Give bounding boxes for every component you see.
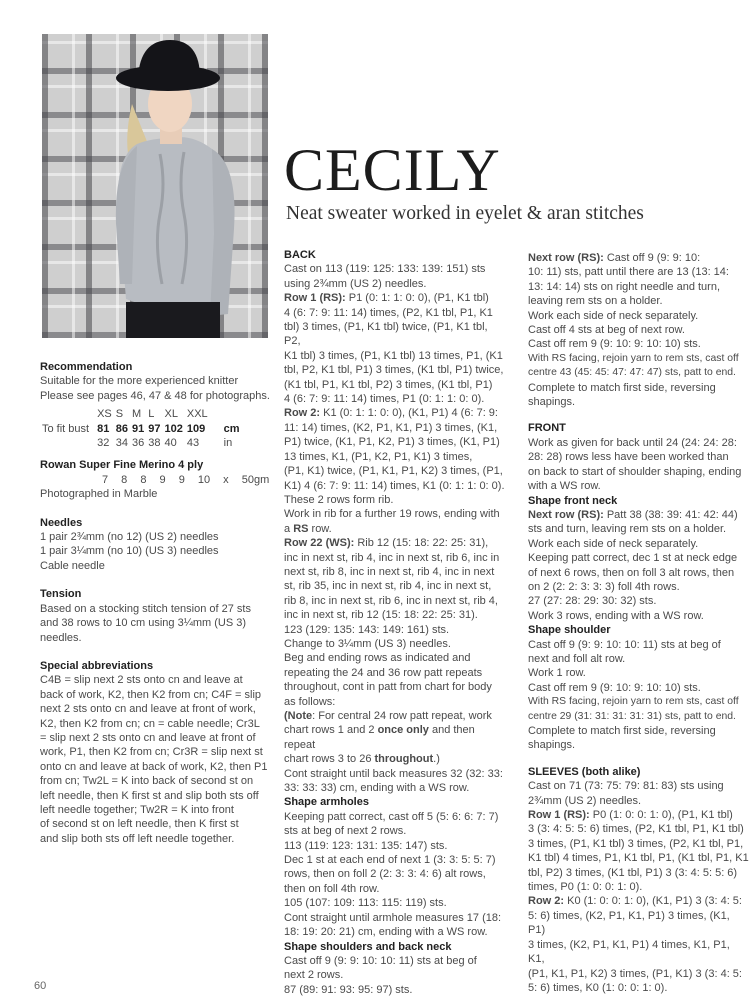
text-line: Beg and ending rows as indicated and — [284, 652, 471, 665]
abbreviation-line: from cn; Tw2L = K into back of second st on — [40, 775, 254, 788]
size-label: L — [148, 408, 155, 421]
text-line: Cast off rem 9 (9: 10: 9: 10: 10) sts. — [528, 338, 701, 351]
text-line: K1) 4 (6: 7: 9: 11: 14) times, K1 (0: 1: 1: 0: 0). — [284, 479, 505, 492]
shoulders-heading: Shape shoulders and back neck — [284, 940, 452, 953]
front-heading: FRONT — [528, 422, 566, 435]
yarn-photographed: Photographed in Marble — [40, 488, 158, 501]
text-line: 13 times, K1, (P1, K2, P1, K1) 3 times, — [284, 450, 473, 463]
text-line: Work 3 rows, ending with a WS row. — [528, 609, 704, 622]
fit-cm-value: 86 — [115, 422, 129, 435]
fit-cm-value: 97 — [148, 422, 161, 435]
text-line: rib 8, inc in next st, rib 6, inc in next st, rib 4, — [284, 594, 498, 607]
text-span: P0 (1: 0: 0: 1: 0), (P1, K1 tbl) — [589, 809, 733, 822]
text-line: Keeping patt correct, dec 1 st at neck edge — [528, 552, 738, 565]
text-span: Rib 12 (15: 18: 22: 25: 31), — [354, 537, 489, 550]
fit-in-value: 40 — [164, 437, 177, 450]
text-span: Cast off 9 (9: 9: 10: — [603, 252, 701, 264]
text-line: then on foll 4th row. — [284, 882, 380, 895]
needles-line: 1 pair 3¼mm (no 10) (US 3) needles — [40, 545, 219, 558]
text-line: tbl, P2, K1 tbl, P1) 3 times, (K1 tbl, P1) twice, — [284, 364, 504, 377]
rs-term: RS — [293, 522, 309, 535]
left-column — [40, 360, 272, 846]
sleeves-heading: SLEEVES (both alike) — [528, 765, 641, 778]
text-line: Work as given for back until 24 (24: 24: 28: — [528, 436, 737, 449]
size-labels-row — [40, 407, 242, 421]
text-line: sts at beg of next 2 rows. — [284, 825, 407, 838]
tension-heading: Tension — [40, 588, 82, 601]
fit-in-value: 43 — [186, 437, 200, 450]
middle-column — [284, 248, 506, 997]
abbreviation-line: K2, then K2 from cn; cn = cable needle; Cr3L — [40, 717, 260, 730]
text-line: Change to 3¼mm (US 3) needles. — [284, 637, 451, 650]
row-label: Row 1 (RS): — [528, 809, 590, 822]
size-label: XL — [164, 408, 178, 421]
text-line: 28: 28) rows less have been worked than — [528, 451, 729, 464]
text-span: chart rows 3 to 26 — [284, 753, 375, 766]
recommendation-line: Suitable for the more experienced knitter — [40, 375, 239, 388]
text-line: as follows: — [284, 695, 336, 708]
needles-heading: Needles — [40, 516, 83, 529]
text-line: K1 tbl) 3 times, (P1, K1 tbl) 13 times, P1, (K1 — [284, 349, 503, 362]
text-line: centre 29 (31: 31: 31: 31: 31) sts, patt to end. — [528, 710, 736, 722]
text-line: 27 (27: 28: 29: 30: 32) sts. — [528, 595, 657, 608]
text-line: Cast off rem 9 (9: 10: 9: 10: 10) sts. — [528, 681, 701, 694]
pattern-subtitle: Neat sweater worked in eyelet & aran stitches — [286, 203, 644, 224]
text-line: 2¾mm (US 2) needles. — [528, 794, 642, 807]
text-line: 4 (6: 7: 9: 11: 14) times, P1 (0: 1: 1: 0: 0). — [284, 393, 485, 406]
needles-line: 1 pair 2¾mm (no 12) (US 2) needles — [40, 531, 219, 544]
recommendation-line: Please see pages 46, 47 & 48 for photographs. — [40, 389, 270, 402]
text-line: 3 times, (P1, K1 tbl) 3 times, (P2, K1 tbl, P1, — [528, 837, 744, 850]
text-line: next 2 rows. — [284, 969, 344, 982]
text-line: 5: 6) times, K0 (1: 0: 0: 1: 0). — [528, 981, 668, 994]
size-label: XXL — [186, 408, 208, 421]
text-line: (P1, K1) twice, (P1, K1, P1, K2) 3 times, (P1, — [284, 465, 503, 478]
text-line: Cast on 113 (119: 125: 133: 139: 151) sts — [284, 263, 486, 276]
note-label: (Note — [284, 710, 313, 722]
tension-line: and 38 rows to 10 cm using 3¼mm (US 3) — [40, 617, 247, 630]
note-line — [284, 752, 506, 766]
text-line: 11: 14) times, (K2, P1, K1, P1) 3 times, (K1, — [284, 421, 498, 434]
text-line: 18: 19: 20: 21) cm, ending with a WS row. — [284, 926, 488, 939]
text-line: leaving rem sts on a holder. — [528, 295, 663, 308]
text-line: With RS facing, rejoin yarn to rem sts, cast off — [528, 696, 739, 708]
text-line: on back to start of shoulder shaping, ending — [528, 465, 742, 478]
row22-line — [284, 536, 506, 550]
back-heading: BACK — [284, 249, 316, 261]
note-line — [284, 709, 506, 723]
text-line: These 2 rows form rib. — [284, 493, 394, 506]
text-line: throughout, cont in patt from chart for body — [284, 681, 492, 694]
text-span: a — [284, 522, 294, 535]
text-line: Cont straight until armhole measures 17 (18: — [284, 911, 502, 924]
yarn-heading: Rowan Super Fine Merino 4 ply — [40, 459, 204, 472]
text-span: .) — [433, 753, 440, 766]
to-fit-label: To fit bust — [42, 422, 90, 435]
right-column — [528, 251, 749, 995]
row-label: Row 1 (RS): — [284, 292, 346, 305]
tension-line: Based on a stocking stitch tension of 27 sts — [40, 602, 251, 615]
text-line: 113 (119: 123: 131: 135: 147) sts. — [284, 839, 448, 852]
text-line: Complete to match first side, reversing — [528, 725, 716, 737]
text-line — [284, 522, 506, 536]
fit-cm-value: 81 — [97, 422, 110, 435]
text-line: 87 (89: 91: 93: 95: 97) sts. — [284, 983, 413, 996]
shoulder-heading: Shape shoulder — [528, 624, 611, 637]
text-line: Cast off 9 (9: 9: 10: 10: 11) sts at beg of — [284, 954, 477, 967]
size-label: XS — [97, 408, 112, 421]
row-label: Next row (RS): — [528, 508, 604, 521]
row-label: Row 2: — [284, 407, 321, 420]
text-line: Dec 1 st at each end of next 1 (3: 3: 5: 5: 7) — [284, 854, 496, 867]
text-line: P1) twice, (K1, P1, K2, P1) 3 times, (K1, P1) — [284, 436, 500, 449]
fit-cm-value: 102 — [164, 422, 183, 435]
pattern-title: CECILY — [284, 137, 501, 203]
text-line: 3 times, (K2, P1, K1, P1) 4 times, K1, P1, K1, — [528, 938, 730, 966]
text-line: times, P0 (1: 0: 0: 1: 0). — [528, 881, 643, 894]
fit-in-row — [40, 436, 242, 450]
text-line: Work each side of neck separately. — [528, 309, 699, 322]
text-line: 3 (3: 4: 5: 5: 6) times, (P2, K1 tbl, P1, K1 tbl) — [528, 823, 744, 836]
text-line: Cast off 4 sts at beg of next row. — [528, 324, 685, 337]
page-number: 60 — [34, 980, 47, 992]
text-span: and then repeat — [284, 724, 475, 751]
size-label: S — [115, 408, 124, 421]
text-line: Cast off 9 (9: 9: 10: 10: 11) sts at beg of — [528, 638, 721, 651]
throughout-term: throughout — [374, 753, 434, 766]
yarn-quantities: 7 8 8 9 9 10 x 50gm — [102, 473, 270, 486]
text-line: tbl, P2) 3 times, (K1 tbl, P1) 3 (3: 4: 5: 5: 6) — [528, 866, 738, 879]
text-line: tbl) 3 times, (P1, K1 tbl) twice, (P1, K1 tbl, P2, — [284, 321, 488, 348]
row1-line — [284, 291, 506, 305]
text-line: 123 (129: 135: 143: 149: 161) sts. — [284, 623, 450, 636]
note-line — [284, 723, 506, 752]
text-span: K0 (1: 0: 0: 1: 0), (K1, P1) 3 (3: 4: 5: — [564, 895, 742, 908]
text-line: 13: 14: 14) sts on right needle and turn, — [528, 280, 721, 293]
text-line: 10: 11) sts, patt until there are 13 (13: 14: — [528, 266, 729, 279]
text-span: : For central 24 row patt repeat, work — [312, 710, 492, 722]
row2-line — [284, 406, 506, 420]
fit-cm-value: 109 — [186, 422, 206, 435]
text-line: K1 tbl) 4 times, P1, K1 tbl, P1, (K1 tbl, P1, K1 — [528, 852, 749, 865]
fit-in-unit: in — [223, 437, 233, 450]
text-line: 105 (107: 109: 113: 115: 119) sts. — [284, 897, 447, 910]
row-label: Row 22 (WS): — [284, 537, 355, 550]
next-row-line — [528, 251, 746, 265]
row-label: Row 2: — [528, 895, 565, 908]
text-line: 4 (6: 7: 9: 11: 14) times, (P2, K1 tbl, P1, K1 — [284, 306, 493, 319]
text-line: shapings. — [528, 396, 576, 409]
text-span: Patt 38 (38: 39: 41: 42: 44) — [603, 508, 738, 521]
abbreviation-line: left needle together; Tw2R = K into front — [40, 803, 234, 816]
text-line: on 2 (2: 2: 3: 3: 3) foll 4th rows. — [528, 580, 680, 593]
text-line: repeating the 24 and 36 row patt repeats — [284, 666, 483, 679]
text-line: With RS facing, rejoin yarn to rem sts, cast off — [528, 352, 739, 364]
fit-in-value: 38 — [148, 437, 161, 450]
text-line: 5: 6) times, (K2, P1, K1, P1) 3 times, (K1, P1) — [528, 909, 730, 937]
abbreviation-line: = slip next 2 sts onto cn and leave at front of — [40, 731, 256, 744]
model-illustration — [42, 34, 268, 338]
text-line: Cast on 71 (73: 75: 79: 81: 83) sts using — [528, 780, 724, 793]
text-line: shapings. — [528, 739, 576, 752]
abbreviation-line: onto cn and leave at back of work, K2, then P1 — [40, 760, 268, 773]
text-line: Cont straight until back measures 32 (32: 33: — [284, 767, 503, 780]
abbreviation-line: and slip both sts off left needle together. — [40, 832, 235, 845]
text-line: st, rib 35, inc in next st, rib 4, inc in next st, — [284, 580, 492, 593]
recommendation-heading: Recommendation — [40, 361, 133, 373]
text-line: sts and turn, leaving rem sts on a holder. — [528, 523, 727, 536]
abbreviation-line: back of work, K2, then K2 from cn; C4F = slip — [40, 688, 262, 701]
abbreviation-line: left needle, then K first st and slip both sts off — [40, 789, 259, 802]
abbreviation-line: C4B = slip next 2 sts onto cn and leave at — [40, 674, 243, 687]
fit-cm-row — [40, 422, 242, 436]
size-table — [40, 407, 242, 450]
armholes-heading: Shape armholes — [284, 796, 369, 809]
fit-in-value: 34 — [115, 437, 129, 450]
once-only-term: once only — [377, 724, 429, 737]
text-line: using 2¾mm (US 2) needles. — [284, 277, 427, 290]
text-line: of next 6 rows, then on foll 3 alt rows, then — [528, 566, 735, 579]
sleeve-row1-line — [528, 808, 746, 822]
text-line: next and foll alt row. — [528, 652, 626, 665]
fit-cm-value: 91 — [132, 422, 145, 435]
text-span: K1 (0: 1: 1: 0: 0), (K1, P1) 4 (6: 7: 9: — [320, 407, 498, 420]
text-line: Work each side of neck separately. — [528, 537, 699, 550]
text-line: centre 43 (45: 45: 47: 47: 47) sts, patt to end. — [528, 367, 736, 379]
front-next-row-line — [528, 508, 746, 522]
abbreviation-line: next 2 sts onto cn and leave at front of work, — [40, 703, 256, 716]
needles-line: Cable needle — [40, 559, 105, 572]
text-line: Work 1 row. — [528, 667, 586, 680]
front-neck-heading: Shape front neck — [528, 494, 618, 507]
abbreviations-heading: Special abbreviations — [40, 659, 154, 672]
tension-line: needles. — [40, 631, 82, 644]
text-line: 33: 33: 33) cm, ending with a WS row. — [284, 782, 470, 795]
abbreviation-line: of second st on left needle, then K first st — [40, 818, 239, 831]
text-line: rows, then on foll 2 (2: 3: 3: 4: 6) alt rows, — [284, 868, 486, 881]
text-span: row. — [308, 522, 332, 535]
text-line: (K1 tbl, P1, K1 tbl, P2) 3 times, (K1 tbl, P1) — [284, 378, 493, 391]
text-line: inc in next st, rib 4, inc in next st, rib 6, inc in — [284, 551, 500, 564]
text-line: with a WS row. — [528, 480, 601, 493]
model-photo — [42, 34, 268, 338]
text-span: chart rows 1 and 2 — [284, 724, 378, 737]
size-label: M — [132, 408, 142, 421]
fit-in-value: 32 — [97, 437, 110, 450]
row-label: Next row (RS): — [528, 252, 604, 264]
text-line: Complete to match first side, reversing — [528, 381, 716, 394]
text-span: P1 (0: 1: 1: 0: 0), (P1, K1 tbl) — [345, 292, 489, 305]
text-line: inc in next st, rib 12 (15: 18: 22: 25: 31). — [284, 609, 478, 622]
text-line: next st, rib 8, inc in next st, rib 4, inc in next — [284, 565, 495, 578]
fit-cm-unit: cm — [223, 422, 240, 435]
abbreviation-line: work, P1, then K2 from cn; Cr3R = slip next st — [40, 746, 263, 759]
text-line: Work in rib for a further 19 rows, ending with — [284, 508, 500, 521]
text-line: (P1, K1, P1, K2) 3 times, (P1, K1) 3 (3: 4: 5: — [528, 967, 742, 980]
sleeve-row2-line — [528, 894, 746, 908]
text-line: Keeping patt correct, cast off 5 (5: 6: 6: 7: 7) — [284, 810, 499, 823]
fit-in-value: 36 — [132, 437, 145, 450]
